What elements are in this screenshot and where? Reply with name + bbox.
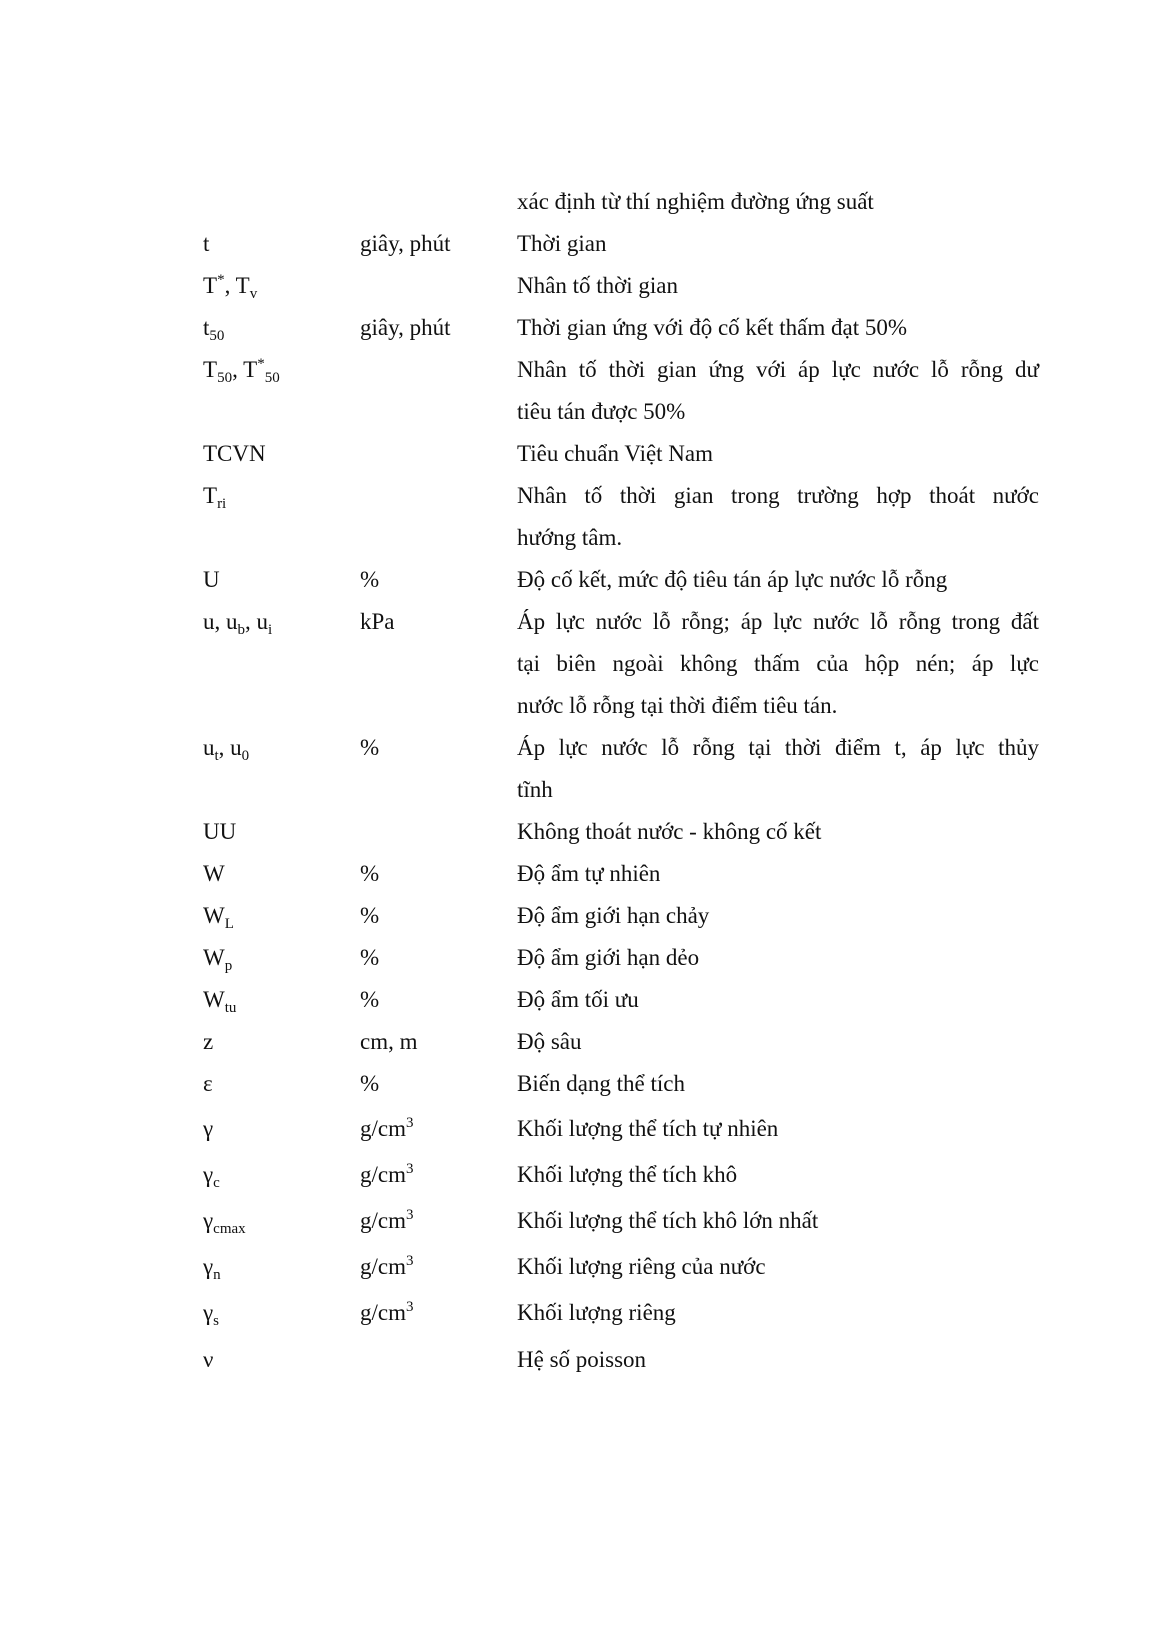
list-item bbox=[0, 358, 1157, 402]
unit: $g/cm^3$ bbox=[360, 1161, 414, 1187]
description: Khối lượng riêng bbox=[517, 1300, 676, 1325]
description: xác định từ thí nghiệm đường ứng suất bbox=[517, 189, 874, 214]
description: Độ cố kết, mức độ tiêu tán áp lực nước lỗ rỗng bbox=[517, 567, 948, 592]
list-item bbox=[0, 568, 1157, 612]
unit: giây, phút bbox=[360, 315, 451, 340]
symbol: $W_{tu}$ bbox=[203, 987, 237, 1016]
list-item bbox=[0, 1209, 1157, 1253]
list-item bbox=[0, 316, 1157, 360]
list-item bbox=[0, 1255, 1157, 1299]
symbol: $W_p$ bbox=[203, 945, 233, 974]
symbol: z bbox=[203, 1029, 214, 1054]
symbol: UU bbox=[203, 819, 237, 844]
description: Độ ẩm tối ưu bbox=[517, 987, 639, 1012]
unit: % bbox=[360, 735, 380, 760]
list-item bbox=[0, 862, 1157, 906]
unit: cm, m bbox=[360, 1029, 418, 1054]
list-item bbox=[0, 946, 1157, 990]
list-item bbox=[0, 190, 1157, 234]
list-item bbox=[0, 1301, 1157, 1345]
symbol: t bbox=[203, 231, 210, 256]
list-item bbox=[0, 736, 1157, 780]
symbol: ν bbox=[203, 1347, 214, 1372]
symbol: $T_{ri}$ bbox=[203, 483, 227, 512]
list-item bbox=[0, 1117, 1157, 1161]
description: Biến dạng thể tích bbox=[517, 1071, 685, 1096]
unit: % bbox=[360, 903, 380, 928]
list-item bbox=[0, 400, 1157, 444]
unit: % bbox=[360, 861, 380, 886]
description: Tiêu chuẩn Việt Nam bbox=[517, 441, 714, 466]
unit: % bbox=[360, 1071, 380, 1096]
description: Khối lượng thể tích tự nhiên bbox=[517, 1116, 779, 1141]
unit: % bbox=[360, 987, 380, 1012]
unit: $g/cm^3$ bbox=[360, 1207, 414, 1233]
symbol: W bbox=[203, 861, 225, 886]
description: Thời gian ứng với độ cố kết thấm đạt 50% bbox=[517, 315, 908, 340]
description: Khối lượng riêng của nước bbox=[517, 1254, 766, 1279]
symbol: U bbox=[203, 567, 220, 592]
description: Thời gian bbox=[517, 231, 607, 256]
list-item bbox=[0, 232, 1157, 276]
list-item bbox=[0, 904, 1157, 948]
symbol: $\gamma_c$ bbox=[203, 1162, 220, 1191]
symbol: $u_t$, $u_0$ bbox=[203, 735, 250, 764]
list-item bbox=[0, 778, 1157, 822]
symbol: T*, $T_v$ bbox=[203, 272, 258, 302]
list-item bbox=[0, 442, 1157, 486]
description: Không thoát nước - không cố kết bbox=[517, 819, 822, 844]
description: Hệ số poisson bbox=[517, 1347, 647, 1372]
list-item bbox=[0, 988, 1157, 1032]
description: Độ ẩm giới hạn chảy bbox=[517, 903, 710, 928]
list-item bbox=[0, 484, 1157, 528]
unit: giây, phút bbox=[360, 231, 451, 256]
unit: $g/cm^3$ bbox=[360, 1253, 414, 1279]
symbol: $\gamma_{cmax}$ bbox=[203, 1208, 246, 1237]
unit: kPa bbox=[360, 609, 395, 634]
symbol: ε bbox=[203, 1071, 213, 1096]
symbol: γ bbox=[203, 1116, 214, 1141]
list-item bbox=[0, 1348, 1157, 1392]
description: Độ sâu bbox=[517, 1029, 582, 1054]
description: hướng tâm. bbox=[517, 525, 623, 550]
list-item bbox=[0, 610, 1157, 654]
description: Áp lực nước lỗ rỗng tại thời điểm t, áp lực thủy bbox=[517, 735, 1039, 760]
description: Độ ẩm giới hạn dẻo bbox=[517, 945, 700, 970]
description: Khối lượng thể tích khô bbox=[517, 1162, 738, 1187]
symbol: TCVN bbox=[203, 441, 266, 466]
symbol: $\gamma_s$ bbox=[203, 1300, 220, 1329]
unit: % bbox=[360, 945, 380, 970]
list-item bbox=[0, 1072, 1157, 1116]
unit: $g/cm^3$ bbox=[360, 1299, 414, 1325]
description: tại biên ngoài không thấm của hộp nén; áp lực bbox=[517, 651, 1039, 676]
list-item bbox=[0, 652, 1157, 696]
list-item bbox=[0, 274, 1157, 318]
description: Khối lượng thể tích khô lớn nhất bbox=[517, 1208, 819, 1233]
list-item bbox=[0, 526, 1157, 570]
symbol: $t_{50}$ bbox=[203, 315, 225, 344]
symbol: $T_{50}$, $T^*_{50}$ bbox=[203, 356, 280, 386]
unit: % bbox=[360, 567, 380, 592]
description: Nhân tố thời gian bbox=[517, 273, 678, 298]
unit: $g/cm^3$ bbox=[360, 1115, 414, 1141]
symbol: $\gamma_n$ bbox=[203, 1254, 221, 1283]
description: Nhân tố thời gian trong trường hợp thoát nước bbox=[517, 483, 1039, 508]
description: Nhân tố thời gian ứng với áp lực nước lỗ rỗng dư bbox=[517, 357, 1039, 382]
list-item bbox=[0, 1030, 1157, 1074]
list-item bbox=[0, 694, 1157, 738]
symbol: $W_L$ bbox=[203, 903, 234, 932]
description: tĩnh bbox=[517, 777, 553, 802]
description: nước lỗ rỗng tại thời điểm tiêu tán. bbox=[517, 693, 838, 718]
description: tiêu tán được 50% bbox=[517, 399, 686, 424]
list-item bbox=[0, 820, 1157, 864]
symbol: u, $u_b$, $u_i$ bbox=[203, 609, 273, 638]
description: Độ ẩm tự nhiên bbox=[517, 861, 661, 886]
list-item bbox=[0, 1163, 1157, 1207]
description: Áp lực nước lỗ rỗng; áp lực nước lỗ rỗng trong đất bbox=[517, 609, 1039, 634]
